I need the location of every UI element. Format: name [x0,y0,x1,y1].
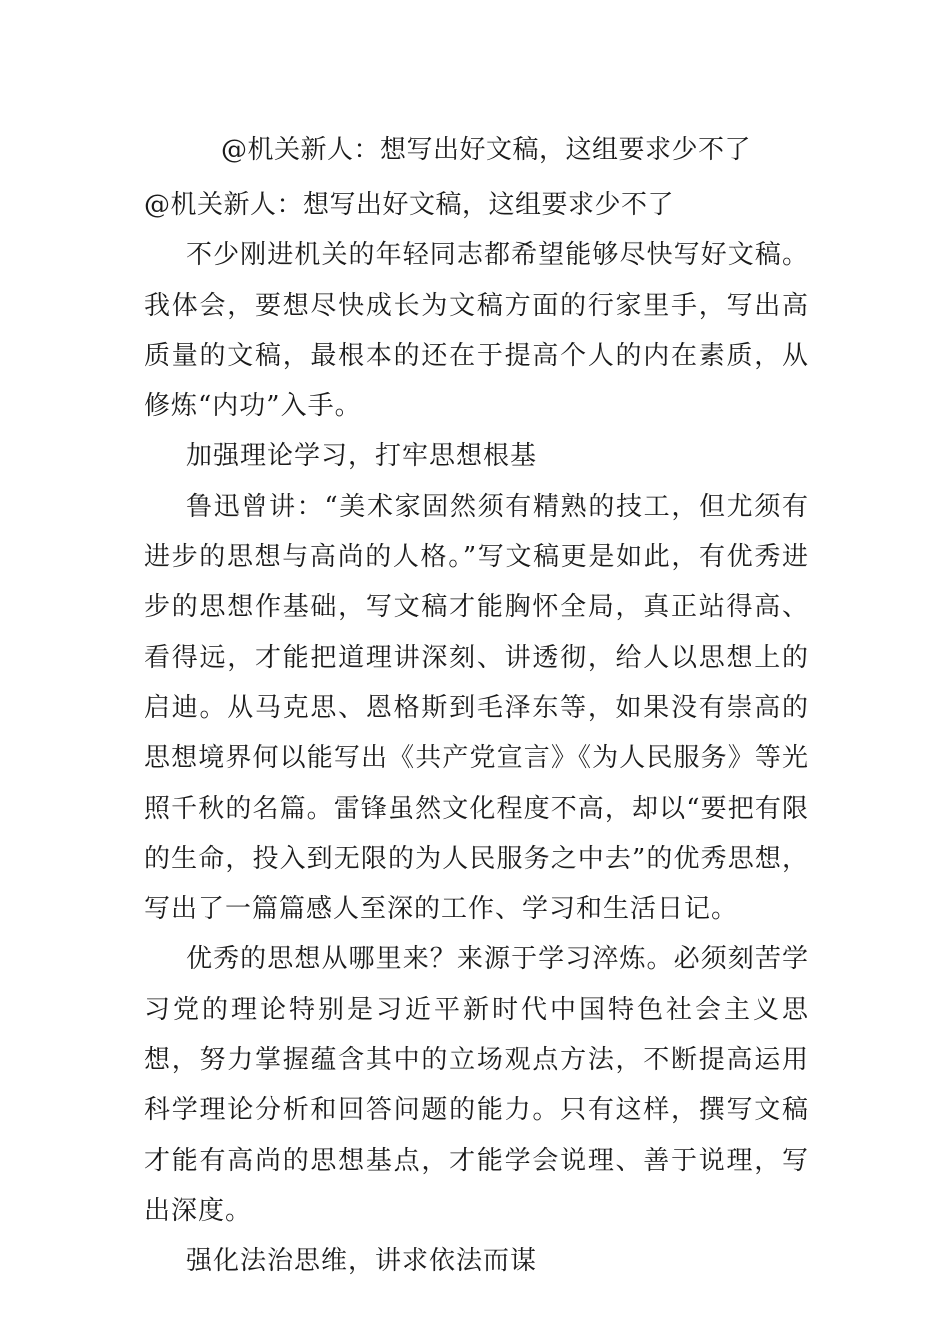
document-subtitle: @机关新人：想写出好文稿，这组要求少不了 [144,190,675,220]
paragraph-luxun-quote: 鲁迅曾讲：“美术家固然须有精熟的技工，但尤须有进步的思想与高尚的人格。”写文稿更是如此，有优秀进步的思想作基础，写文稿才能胸怀全局，真正站得高、看得远，才能把道理讲深刻、讲透彻，给人以思想上的启迪。从马克思、恩格斯到毛泽东等，如果没有崇高的思想境界何以能写出《共产党宣言》《为人民服务》等光照千秋的名篇。雷锋虽然文化程度不高，却以“要把有限的生命，投入到无限的为人民服务之中去”的优秀思想，写出了一篇篇感人至深的工作、学习和生活日记。 [144,491,809,925]
section-heading-theory: 加强理论学习，打牢思想根基 [186,441,538,472]
document-title: @机关新人：想写出好文稿，这组要求少不了 [221,135,752,165]
document-body [144,180,809,1287]
paragraph-intro: 不少刚进机关的年轻同志都希望能够尽快写好文稿。我体会，要想尽快成长为文稿方面的行家里手，写出高质量的文稿，最根本的还在于提高个人的内在素质，从修炼“内功”入手。 [144,240,809,422]
paragraph-learning: 优秀的思想从哪里来？来源于学习淬炼。必须刻苦学习党的理论特别是习近平新时代中国特色社会主义思想，努力掌握蕴含其中的立场观点方法，不断提高运用科学理论分析和回答问题的能力。只有这样，撰写文稿才能有高尚的思想基点，才能学会说理、善于说理，写出深度。 [144,944,809,1226]
section-heading-rule-of-law: 强化法治思维，讲求依法而谋 [186,1246,538,1277]
